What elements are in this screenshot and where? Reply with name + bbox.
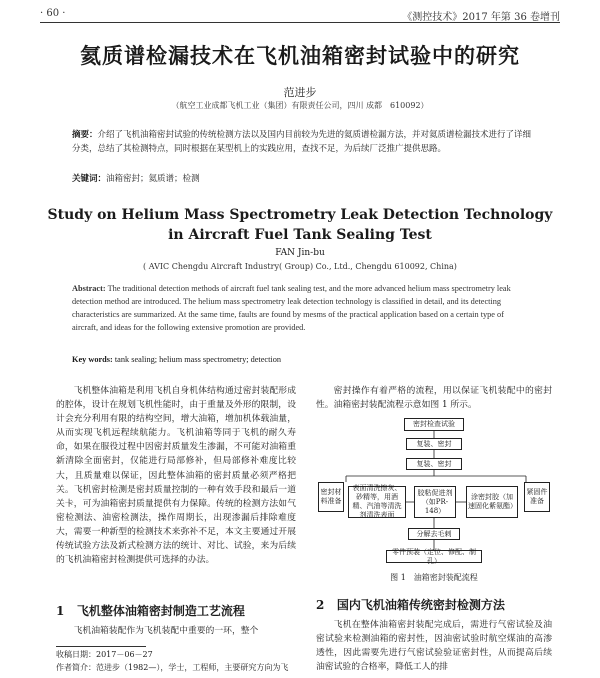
paper-title-en: Study on Helium Mass Spectrometry Leak Detection Technology in Aircraft Fuel Tank Sealing Test — [47, 207, 553, 243]
section-1-number: 1 — [56, 604, 65, 618]
body-paragraph-right: 密封操作有着严格的流程，用以保证飞机装配中的密封性。油箱密封装配流程示意如图 1 所示。 — [316, 386, 552, 411]
section-1-title: 飞机整体油箱密封制造工艺流程 — [76, 604, 245, 618]
section-1-text: 飞机油箱装配作为飞机装配中重要的一环，整个 — [73, 626, 259, 636]
page-number: · 60 · — [40, 8, 66, 19]
flow-box-clean: 表面清洗擦灰、砂精等，用酒精、汽油等清洗剂清洗表面 — [348, 486, 406, 518]
section-2-title: 国内飞机油箱传统密封检测方法 — [336, 598, 505, 612]
flow-box-seal: 涂密封胶（加速固化紫氨酯） — [466, 486, 518, 518]
flow-box-bottom: 零件预装（定位、修配、制孔） — [386, 550, 482, 563]
keywords-en — [72, 353, 532, 366]
abstract-cn-label: 摘要： — [72, 130, 98, 140]
footnote-author-bio: 作者简介：范进步（1982—），学士，工程师，主要研究方向为飞 — [56, 663, 289, 672]
flow-box-glue: 胶粘促进剂（如PR-148） — [414, 486, 456, 518]
footnote-rule — [56, 646, 146, 647]
paper-title-cn: 氦质谱检漏技术在飞机油箱密封试验中的研究 — [80, 43, 520, 68]
flowchart-figure — [316, 416, 552, 566]
flow-box-recheck: 复装、密封 — [406, 438, 462, 450]
flow-box-pre: 分解去毛刺 — [408, 528, 460, 540]
keywords-en-text: tank sealing; helium mass spectrometry; detection — [114, 355, 281, 364]
figure-caption: 图 1 油箱密封装配流程 — [390, 573, 478, 582]
abstract-en-label: Abstract: — [72, 284, 106, 293]
footnote-received: 收稿日期：2017－06－27 — [56, 650, 153, 659]
section-2-number: 2 — [316, 598, 325, 612]
body-paragraph-left: 飞机整体油箱是利用飞机自身机体结构通过密封装配形成的腔体，设计在规划飞机性能时，由于重量及外形的限制，设计会充分利用有限的结构空间，增大油箱，增加机体载油量，从而实现飞机远程续航能力。飞机油箱等同于飞机的耐久寿命，如果在服役过程中因密封质量发生渗漏，不可能对油箱重新清除全面密封，仅能进行局部修补，但局部修补难度比较大，且质量难以保证，因此整体油箱的密封质量必须严格把关。飞机密封检测是密封质量控制的一种有效手段和最后一道关卡，可为油箱密封质量提供有力保障。传统的检测方法如气密检测法、油密检测法，操作周期长，出现渗漏后排除难度大，需要一种新型的检测技术来弥补不足，本文主要通过开展传统试验方法及新式检测方法的统计、对比、试验，来为后续的飞机油箱密封检测提供可选择的办法。 — [56, 386, 296, 566]
keywords-cn-text: 油箱密封；氦质谱；检测 — [106, 174, 200, 184]
section-1-heading — [56, 602, 245, 619]
section-2-text: 飞机在整体油箱密封装配完成后，需进行气密试验及油密试验来检测油箱的密封性，因油密试验时航空煤油的高渗透性，因此需要先进行气密试验验证密封性，从而提高后续油密试验的合格率，降低工人的排 — [316, 620, 552, 673]
header-rule — [40, 22, 560, 23]
flow-box-left: 密封材料准备 — [318, 482, 344, 512]
affiliation-en: ( AVIC Chengdu Aircraft Industry( Group) Co., Ltd., Chengdu 610092, China) — [143, 262, 457, 271]
keywords-cn-label: 关键词： — [72, 174, 107, 184]
abstract-en-text: The traditional detection methods of aircraft fuel tank sealing test, and the more advanced helium mass spectrometry leak detection method are introduced. The helium mass spectrometry leak detection technology is classified in detail, and its detecting characteristics are summarized. At the same time, faults are found by mesms of the practical application based on a certain type of aircraft, and ideas for the following extensive promotion are provided. — [72, 284, 511, 332]
abstract-en — [72, 282, 532, 334]
keywords-en-label: Key words: — [72, 355, 113, 364]
section-2-heading — [316, 596, 505, 613]
keywords-cn — [72, 172, 532, 186]
abstract-cn-text: 介绍了飞机油箱密封试验的传统检测方法以及国内目前较为先进的氦质谱检漏方法，并对氦质谱检漏技术进行了详细分类，总结了其检测特点，同时根据在某型机上的实践应用，查找不足，为后续厂泛推广提供思路。 — [72, 130, 532, 154]
affiliation-cn: （航空工业成都飞机工业（集团）有限责任公司，四川 成都 610092） — [171, 101, 429, 110]
author-en: FAN Jin-bu — [275, 248, 325, 258]
abstract-cn — [72, 128, 532, 156]
flow-box-right: 紧固件准备 — [524, 482, 550, 512]
flow-box-top: 密封检查试验 — [404, 418, 464, 431]
flow-box-reassemble: 复装、密封 — [406, 458, 462, 470]
author-cn: 范进步 — [283, 86, 317, 99]
journal-header: 《测控技术》2017 年第 36 卷增刊 — [402, 12, 560, 23]
